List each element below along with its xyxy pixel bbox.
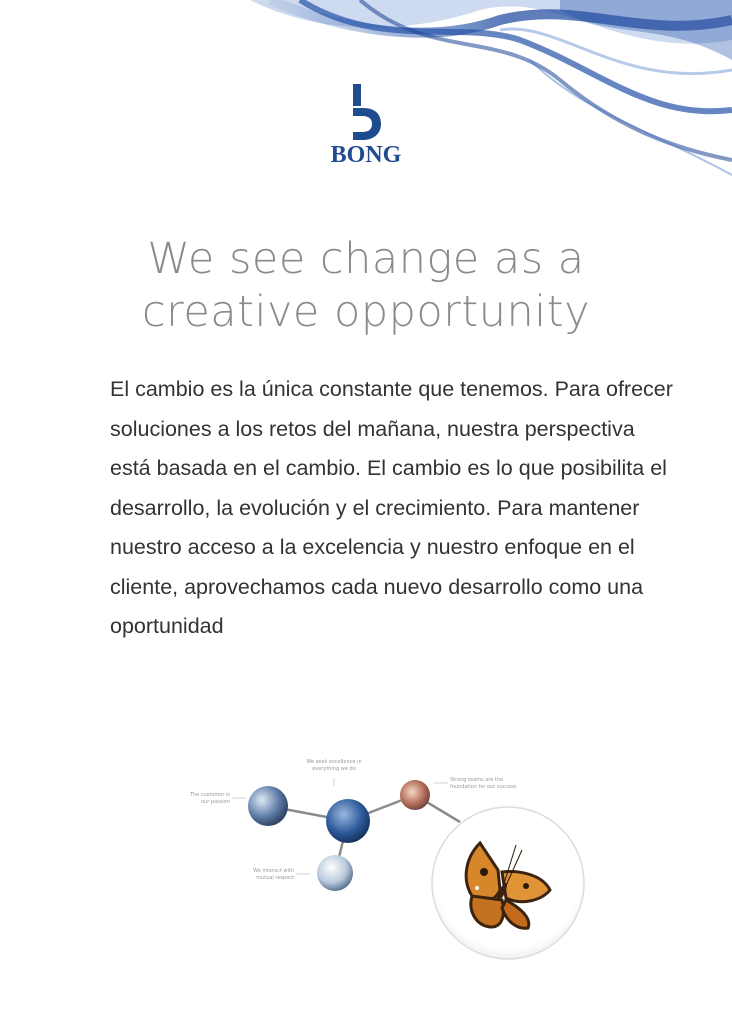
brand-logo-mark — [351, 84, 381, 140]
body-line: nuestro acceso a la excelencia y nuestro enfoque en el — [110, 535, 635, 559]
body-line: soluciones a los retos del mañana, nuestra perspectiva — [110, 416, 635, 441]
values-diagram-graphic — [150, 740, 610, 980]
node-label-teams: Strong teams are the foundation for our success — [450, 777, 517, 790]
brand-logo — [326, 84, 406, 174]
body-line: desarrollo, la evolución y el crecimiento. Para mantener — [110, 495, 640, 520]
body-line: oportunidad — [110, 614, 224, 638]
body-paragraph — [110, 370, 673, 647]
headline-line-2: creative opportunity — [141, 287, 591, 337]
headline-line-1: We see change as a — [147, 234, 585, 284]
values-diagram — [150, 740, 610, 980]
body-line: está basada en el cambio. El cambio es lo que posibilita el — [110, 456, 667, 480]
node-label-respect: We interact with mutual respect — [253, 868, 294, 881]
body-line: El cambio es la única constante que tenemos. Para ofrecer — [110, 377, 673, 401]
body-line: cliente, aprovechamos cada nuevo desarrollo como una — [110, 574, 644, 599]
node-excellence-photo — [326, 799, 370, 843]
node-label-excellence: We seek excellence in everything we do — [306, 759, 362, 772]
page-headline — [0, 233, 732, 339]
node-label-customer: The customer is our passion — [189, 792, 230, 805]
node-respect-photo — [317, 855, 353, 891]
brand-name: BONG — [330, 142, 402, 168]
node-teams-photo — [400, 780, 430, 810]
node-customer-photo — [248, 786, 288, 826]
